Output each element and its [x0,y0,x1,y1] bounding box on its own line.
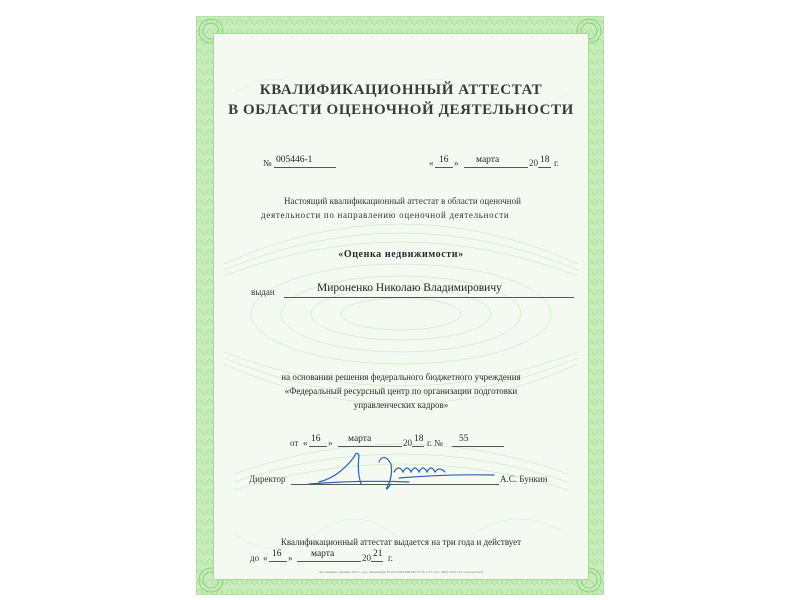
valid-until-label: до [250,553,260,563]
director-signature [299,442,499,494]
decision-from-label: от [290,438,299,448]
validity-line: Квалификационный аттестат выдается на три года и действует [280,537,522,547]
valid-until-month: марта [311,549,335,559]
basis-line-1: на основании решения федерального бюджетного учреждения [281,372,521,382]
basis-line-2: «Федеральный ресурсный центр по организации подготовки [284,386,518,396]
title-line-2: В ОБЛАСТИ ОЦЕНОЧНОЙ ДЕЯТЕЛЬНОСТИ [228,102,574,118]
recipient-name: Мироненко Николаю Владимировичу [317,282,502,294]
certificate-number: 005446-1 [276,155,313,165]
title-line-1: КВАЛИФИКАЦИОННЫЙ АТТЕСТАТ [259,82,543,98]
valid-until-suffix: г. [388,553,393,563]
issue-date-close-quote: » [454,158,459,168]
issue-date-suffix: г. [554,158,559,168]
decision-suffix: г. № [427,438,443,448]
number-label: № [263,158,272,168]
issue-day-underline [435,167,453,168]
appraisal-direction: «Оценка недвижимости» [338,249,464,260]
valid-year-underline [371,561,383,562]
issue-date-year: 18 [540,155,550,165]
decision-open-quote: « [303,438,308,448]
issue-month-underline [464,167,528,168]
valid-until-year: 21 [373,549,383,559]
valid-day-underline [269,561,287,562]
certificate-sheet [197,17,603,594]
certificate-inner-field [213,33,589,580]
decision-day: 16 [311,434,321,444]
valid-until-century: 20 [362,553,371,563]
decision-month: марта [348,434,372,444]
decision-century: 20 [403,438,412,448]
issue-date-century: 20 [529,158,538,168]
issued-to-label: выдан [251,287,275,297]
decision-number: 55 [459,434,469,444]
intro-line-2: деятельности по направлению оценочной деятельности [261,210,510,220]
intro-line-1: Настоящий квалификационный аттестат в области оценочной [284,196,521,206]
director-label: Директор [249,474,286,484]
issue-date-month: марта [476,155,500,165]
valid-until-close-quote: » [288,553,293,563]
valid-month-underline [297,561,361,562]
number-underline [274,167,336,168]
valid-until-day: 16 [272,549,282,559]
issue-year-underline [538,167,551,168]
printer-footer: АО «Опцион», Москва, 2017 г., «А», Лицензия № 05-05-05/003 МФ РФ, ТУ № 1771, Тел.: (495) 726-47-53, www.opcion.ru [318,570,484,574]
director-name: А.С. Бункин [500,474,548,484]
issue-date-day: 16 [439,155,449,165]
basis-line-3: управленческих кадров» [353,400,449,410]
recipient-underline [284,297,574,298]
issue-date-open-quote: « [429,158,434,168]
valid-until-open-quote: « [263,553,268,563]
decision-close-quote: » [328,438,333,448]
decision-year: 18 [414,434,424,444]
